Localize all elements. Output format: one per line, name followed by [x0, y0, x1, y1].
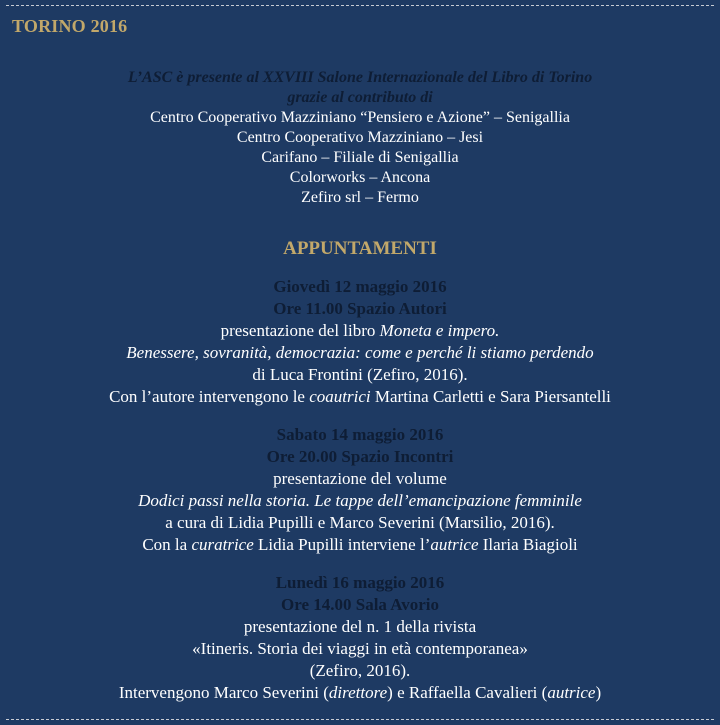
event-author: di Luca Frontini (Zefiro, 2016).	[252, 365, 468, 384]
event-text: Lidia Pupilli interviene l’	[253, 535, 431, 554]
event-time-place: Ore 20.00 Spazio Incontri	[266, 447, 454, 466]
intro-line-1: L’ASC è presente al XXVIII Salone Internazionale del Libro di Torino	[127, 69, 593, 86]
event-line-a: presentazione del volume	[273, 469, 447, 488]
intro-line-2: grazie al contributo di	[287, 89, 433, 106]
bottom-dashed-divider	[6, 719, 714, 720]
role-label: curatrice	[191, 535, 254, 554]
event-time-place: Ore 14.00 Sala Avorio	[280, 595, 440, 614]
event-subtitle: Benessere, sovranità, democrazia: come e perché li stiamo perdendo	[126, 343, 594, 362]
event-date: Sabato 14 maggio 2016	[276, 425, 444, 444]
event-publisher: (Zefiro, 2016).	[309, 661, 411, 680]
event-text: Con la	[142, 535, 192, 554]
event-text: Martina Carletti e Sara Piersantelli	[370, 387, 611, 406]
role-label: coautrici	[309, 387, 371, 406]
event-line-a: presentazione del n. 1 della rivista	[243, 617, 477, 636]
event-line-a	[0, 320, 720, 342]
role-label: autrice	[547, 683, 596, 702]
sponsor-item: Zefiro srl – Fermo	[301, 189, 419, 206]
section-title: TORINO 2016	[12, 16, 128, 36]
journal-title: «Itineris. Storia dei viaggi in età contemporanea»	[192, 639, 528, 658]
event-author: a cura di Lidia Pupilli e Marco Severini (Marsilio, 2016).	[165, 513, 555, 532]
event-text: Ilaria Biagioli	[478, 535, 578, 554]
sponsor-item: Colorworks – Ancona	[289, 169, 431, 186]
event-text: presentazione del libro	[220, 321, 380, 340]
event-text: Intervengono Marco Severini (	[118, 683, 329, 702]
event-text: )	[595, 683, 602, 702]
event-time-place: Ore 11.00 Spazio Autori	[273, 299, 447, 318]
appointments-title: APPUNTAMENTI	[283, 238, 437, 259]
event-date: Giovedì 12 maggio 2016	[273, 277, 447, 296]
top-dashed-divider	[6, 5, 714, 6]
event-speakers	[0, 682, 720, 704]
intro-block	[0, 68, 720, 208]
event-text: ) e Raffaella Cavalieri (	[387, 683, 548, 702]
sponsor-item: Carifano – Filiale di Senigallia	[261, 149, 459, 166]
book-title: Dodici passi nella storia. Le tappe dell’emancipazione femminile	[138, 491, 582, 510]
event-1	[0, 276, 720, 408]
event-speakers	[0, 386, 720, 408]
event-speakers	[0, 534, 720, 556]
role-label: autrice	[430, 535, 479, 554]
sponsor-item: Centro Cooperativo Mazziniano – Jesi	[236, 129, 484, 146]
book-title: Moneta e impero.	[379, 321, 500, 340]
sponsor-item: Centro Cooperativo Mazziniano “Pensiero e Azione” – Senigallia	[150, 109, 570, 126]
event-text: Con l’autore intervengono le	[109, 387, 310, 406]
role-label: direttore	[328, 683, 388, 702]
event-3	[0, 572, 720, 704]
event-date: Lunedì 16 maggio 2016	[275, 573, 445, 592]
event-2	[0, 424, 720, 556]
